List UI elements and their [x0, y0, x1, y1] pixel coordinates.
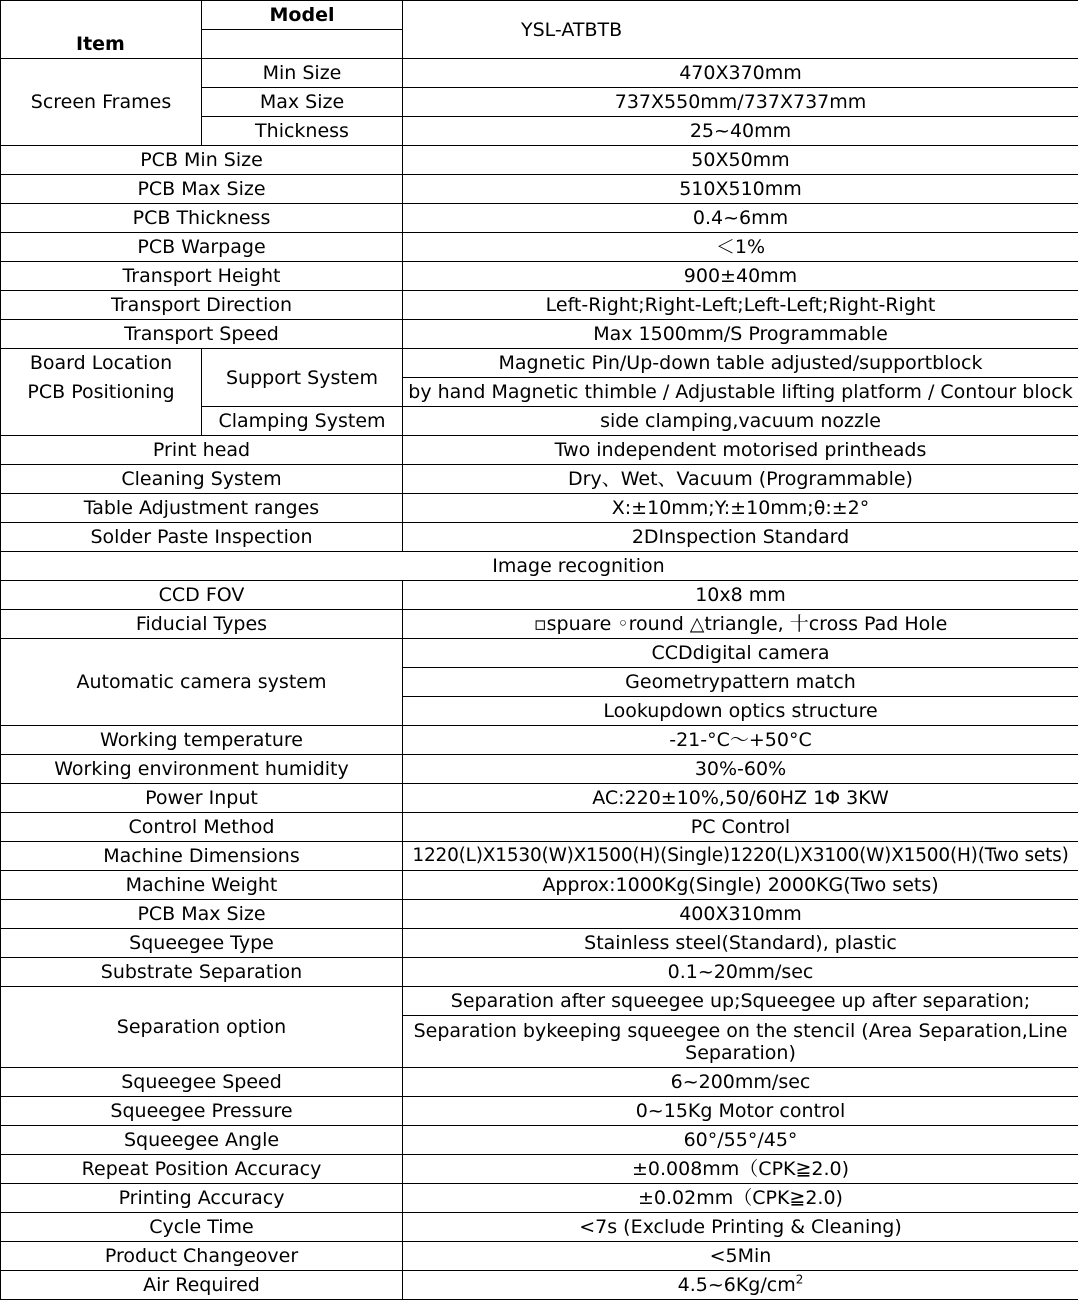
row-label: PCB Warpage: [1, 233, 403, 262]
row-label: Squeegee Angle: [1, 1126, 403, 1155]
row-label: Cleaning System: [1, 465, 403, 494]
row-label: Working environment humidity: [1, 755, 403, 784]
row-value: 1220(L)X1530(W)X1500(H)(Single)1220(L)X3100(W)X1500(H)(Two sets): [403, 842, 1078, 871]
row-value: 737X550mm/737X737mm: [403, 88, 1078, 117]
row-value: Stainless steel(Standard), plastic: [403, 929, 1078, 958]
air-required-label: Air Required: [1, 1271, 403, 1300]
row-label: Product Changeover: [1, 1242, 403, 1271]
row-label: CCD FOV: [1, 581, 403, 610]
board-location-label: Board Location: [1, 349, 202, 378]
row-label: Transport Height: [1, 262, 403, 291]
row-label: PCB Max Size: [1, 900, 403, 929]
row-label: Fiducial Types: [1, 610, 403, 639]
separation-label: Separation option: [1, 987, 403, 1068]
table-row: [1, 1126, 1078, 1155]
row-label: Solder Paste Inspection: [1, 523, 403, 552]
row-value: 470X370mm: [403, 59, 1078, 88]
row-value: 510X510mm: [403, 175, 1078, 204]
row-label: Machine Dimensions: [1, 842, 403, 871]
table-row: [1, 465, 1078, 494]
clamping-system-label: Clamping System: [202, 407, 403, 436]
camera-label: Automatic camera system: [1, 639, 403, 726]
row-value: <5Min: [403, 1242, 1078, 1271]
row-label: Squeegee Speed: [1, 1068, 403, 1097]
table-row: [1, 407, 1078, 436]
row-label: Squeegee Pressure: [1, 1097, 403, 1126]
row-value: Geometrypattern match: [403, 668, 1078, 697]
table-row: [1, 291, 1078, 320]
table-row: [1, 204, 1078, 233]
air-value-superscript: 2: [795, 1272, 804, 1287]
row-label: Thickness: [202, 117, 403, 146]
row-label: Substrate Separation: [1, 958, 403, 987]
row-label: PCB Max Size: [1, 175, 403, 204]
row-value: 50X50mm: [403, 146, 1078, 175]
table-row: [1, 581, 1078, 610]
row-value: Left-Right;Right-Left;Left-Left;Right-Right: [403, 291, 1078, 320]
table-row: [1, 610, 1078, 639]
row-value: ±0.02mm（CPK≧2.0): [403, 1184, 1078, 1213]
table-row: [1, 378, 1078, 407]
row-value: 0.4~6mm: [403, 204, 1078, 233]
screen-frames-group: Screen Frames: [1, 59, 202, 146]
table-row: [1, 1155, 1078, 1184]
row-value: Max 1500mm/S Programmable: [403, 320, 1078, 349]
table-row: [1, 320, 1078, 349]
row-value: 10x8 mm: [403, 581, 1078, 610]
table-row: [1, 784, 1078, 813]
row-label: Control Method: [1, 813, 403, 842]
row-label: PCB Min Size: [1, 146, 403, 175]
pcb-positioning-label: PCB Positioning: [1, 378, 202, 407]
table-row: [1, 146, 1078, 175]
row-value: 30%-60%: [403, 755, 1078, 784]
row-value: Lookupdown optics structure: [403, 697, 1078, 726]
row-value: 400X310mm: [403, 900, 1078, 929]
table-row: [1, 233, 1078, 262]
row-label: Max Size: [202, 88, 403, 117]
table-row: [1, 1271, 1078, 1300]
support-value-2: by hand Magnetic thimble / Adjustable lifting platform / Contour block: [403, 378, 1078, 407]
table-row: [1, 1068, 1078, 1097]
row-label: Table Adjustment ranges: [1, 494, 403, 523]
row-value: <7s (Exclude Printing & Cleaning): [403, 1213, 1078, 1242]
row-value: 25~40mm: [403, 117, 1078, 146]
row-value: -21-°C～+50°C: [403, 726, 1078, 755]
table-row: [1, 929, 1078, 958]
header-row: [1, 1, 1078, 30]
separation-value-2: Separation bykeeping squeegee on the stencil (Area Separation,Line Separation): [403, 1016, 1078, 1068]
table-row: [1, 987, 1078, 1016]
table-row: [1, 755, 1078, 784]
table-row: [1, 958, 1078, 987]
table-row: [1, 1213, 1078, 1242]
item-label: Item: [1, 30, 202, 59]
clamping-value: side clamping,vacuum nozzle: [403, 407, 1078, 436]
row-value: Two independent motorised printheads: [403, 436, 1078, 465]
row-label: Squeegee Type: [1, 929, 403, 958]
row-label: Power Input: [1, 784, 403, 813]
section-row: [1, 552, 1078, 581]
row-label: Transport Speed: [1, 320, 403, 349]
support-system-label: Support System: [202, 349, 403, 407]
row-value: 0~15Kg Motor control: [403, 1097, 1078, 1126]
separation-value-1: Separation after squeegee up;Squeegee up after separation;: [403, 987, 1078, 1016]
row-value: 6~200mm/sec: [403, 1068, 1078, 1097]
row-value: Dry、Wet、Vacuum (Programmable): [403, 465, 1078, 494]
table-row: [1, 262, 1078, 291]
row-label: PCB Thickness: [1, 204, 403, 233]
row-label: Working temperature: [1, 726, 403, 755]
row-value: Approx:1000Kg(Single) 2000KG(Two sets): [403, 871, 1078, 900]
table-row: [1, 1184, 1078, 1213]
row-value: CCDdigital camera: [403, 639, 1078, 668]
row-value: ▫spuare ◦round △triangle, 十cross Pad Hole: [403, 610, 1078, 639]
header-blank: [1, 1, 202, 30]
row-value: PC Control: [403, 813, 1078, 842]
row-value: 0.1~20mm/sec: [403, 958, 1078, 987]
table-row: [1, 1242, 1078, 1271]
row-label: Transport Direction: [1, 291, 403, 320]
support-value-1: Magnetic Pin/Up-down table adjusted/supportblock: [403, 349, 1078, 378]
table-row: [1, 639, 1078, 668]
table-row: [1, 871, 1078, 900]
air-required-value: [403, 1271, 1078, 1300]
image-recognition-heading: Image recognition: [1, 552, 1078, 581]
table-row: [1, 494, 1078, 523]
row-label: Cycle Time: [1, 1213, 403, 1242]
row-label: Min Size: [202, 59, 403, 88]
table-row: [1, 900, 1078, 929]
model-label: Model: [202, 1, 403, 30]
row-label: Print head: [1, 436, 403, 465]
table-row: [1, 813, 1078, 842]
row-value: X:±10mm;Y:±10mm;θ:±2°: [403, 494, 1078, 523]
row-value: 900±40mm: [403, 262, 1078, 291]
row-label: Machine Weight: [1, 871, 403, 900]
board-location-blank: [1, 407, 202, 436]
table-row: [1, 349, 1078, 378]
table-row: [1, 59, 1078, 88]
row-value: ±0.008mm（CPK≧2.0): [403, 1155, 1078, 1184]
row-label: Printing Accuracy: [1, 1184, 403, 1213]
table-row: [1, 523, 1078, 552]
row-value: 2DInspection Standard: [403, 523, 1078, 552]
air-value-text: 4.5~6Kg/cm: [677, 1274, 796, 1296]
header-blank-2: [202, 30, 403, 59]
model-value: YSL-ATBTB: [403, 1, 1078, 59]
table-row: [1, 1097, 1078, 1126]
row-value: ＜1%: [403, 233, 1078, 262]
row-value: 60°/55°/45°: [403, 1126, 1078, 1155]
table-row: [1, 842, 1078, 871]
row-label: Repeat Position Accuracy: [1, 1155, 403, 1184]
table-row: [1, 726, 1078, 755]
table-row: [1, 436, 1078, 465]
row-value: AC:220±10%,50/60HZ 1Φ 3KW: [403, 784, 1078, 813]
table-row: [1, 175, 1078, 204]
